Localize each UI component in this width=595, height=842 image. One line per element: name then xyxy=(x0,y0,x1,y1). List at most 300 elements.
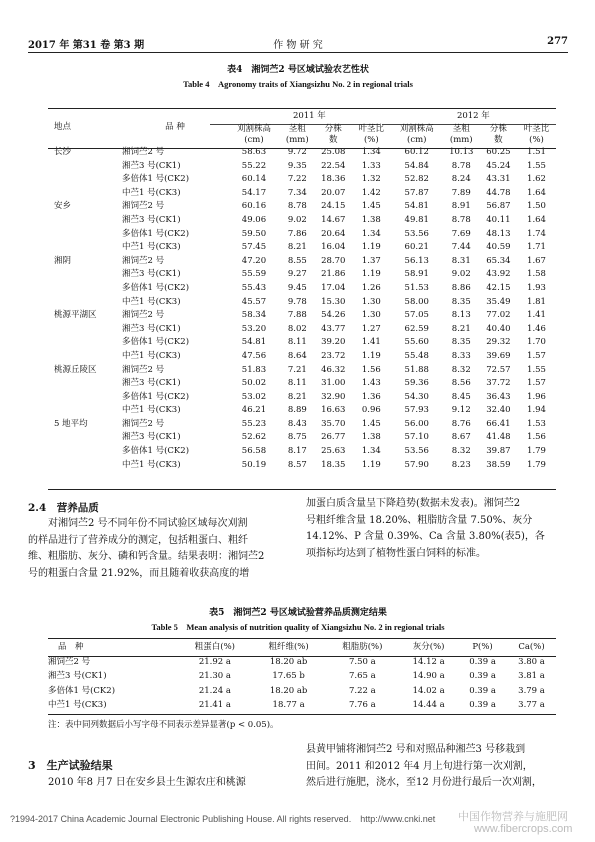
value-cell: 60.16 xyxy=(241,201,267,212)
value-cell: 17.65 b xyxy=(272,671,305,681)
value-cell: 8.33 xyxy=(451,350,471,361)
site-cell xyxy=(48,268,122,282)
value-cell: 0.96 xyxy=(361,405,381,416)
value-cell: 7.89 xyxy=(451,187,471,198)
paragraph-line: 田间。2011 和2012 年4 月上旬进行第一次刈割， xyxy=(306,760,533,772)
value-cell: 65.34 xyxy=(486,255,511,266)
table-row xyxy=(48,404,556,418)
value-cell: 8.32 xyxy=(451,364,471,375)
value-cell: 47.56 xyxy=(241,350,267,361)
table5-col-header: 粗纤维(%) xyxy=(268,642,309,652)
value-cell: 1.71 xyxy=(527,242,546,253)
col-header-line2: (cm) xyxy=(407,135,427,145)
variety-cell: 中苎1 号(CK3) xyxy=(122,242,181,253)
table-row xyxy=(48,241,556,255)
site-cell xyxy=(48,404,122,418)
value-cell: 21.41 a xyxy=(198,700,231,710)
value-cell: 1.79 xyxy=(527,446,546,457)
value-cell: 1.93 xyxy=(527,282,546,293)
value-cell: 0.39 a xyxy=(469,685,496,696)
table-row xyxy=(48,669,556,684)
site-cell: 安乡 xyxy=(54,201,72,212)
variety-cell: 多倍体1 号(CK2) xyxy=(122,446,190,457)
value-cell: 7.44 xyxy=(451,242,471,253)
value-cell: 54.26 xyxy=(321,310,346,321)
table-row xyxy=(48,391,556,405)
value-cell: 39.87 xyxy=(486,446,511,457)
value-cell: 1.38 xyxy=(361,432,381,443)
col-header-line2: (%) xyxy=(529,135,544,145)
table4-col-header xyxy=(315,124,352,146)
value-cell: 1.56 xyxy=(361,364,381,375)
value-cell: 8.11 xyxy=(287,337,307,348)
paragraph-line: 的样品进行了营养成分的测定，包括粗蛋白、粗纤 xyxy=(28,534,248,546)
paragraph-line: 维、粗脂肪、灰分、磷和钙含量。结果表明：湘饲苎2 xyxy=(28,551,265,562)
value-cell: 60.12 xyxy=(404,147,429,157)
value-cell: 66.41 xyxy=(486,418,511,429)
value-cell: 1.70 xyxy=(527,337,546,348)
table5-note: 注：表中同列数据后小写字母不同表示差异显著(p < 0.05)。 xyxy=(48,720,279,730)
value-cell: 18.20 ab xyxy=(269,685,308,696)
value-cell: 1.79 xyxy=(527,459,546,470)
site-cell: 桃源丘陵区 xyxy=(54,364,97,375)
value-cell: 14.02 a xyxy=(412,685,445,696)
variety-cell: 中苎1 号(CK3) xyxy=(122,405,181,416)
table-row xyxy=(48,684,556,699)
section-3-right-column xyxy=(306,742,568,792)
variety-cell: 湘苎3 号(CK1) xyxy=(48,671,107,681)
value-cell: 18.35 xyxy=(321,459,346,470)
value-cell: 0.39 a xyxy=(469,671,496,681)
value-cell: 36.43 xyxy=(486,391,511,402)
value-cell: 46.32 xyxy=(321,364,346,375)
table-row xyxy=(48,296,556,310)
table4 xyxy=(48,110,556,472)
value-cell: 55.59 xyxy=(241,269,267,280)
site-cell xyxy=(48,160,122,174)
value-cell: 72.57 xyxy=(486,364,511,375)
value-cell: 8.21 xyxy=(287,391,307,402)
table5-col-header: Ca(%) xyxy=(518,642,545,652)
paragraph-line: 然后进行施肥，浇水，至12 月份进行最后一次刈割， xyxy=(306,777,542,788)
value-cell: 3.77 a xyxy=(518,700,545,710)
value-cell: 28.70 xyxy=(321,255,346,266)
col-header-line1: 刈割株高 xyxy=(399,124,434,134)
value-cell: 14.12 a xyxy=(412,656,445,667)
value-cell: 1.57 xyxy=(527,350,546,361)
col-header-line2: (%) xyxy=(363,135,379,145)
value-cell: 9.78 xyxy=(287,296,307,307)
variety-cell: 多倍体1 号(CK2) xyxy=(122,337,190,348)
value-cell: 48.13 xyxy=(486,228,511,239)
section-2-4-right-column xyxy=(306,496,568,562)
value-cell: 60.14 xyxy=(241,174,267,185)
value-cell: 54.81 xyxy=(241,337,267,348)
variety-cell: 湘饲苎2 号 xyxy=(122,364,165,375)
value-cell: 8.21 xyxy=(287,242,307,253)
col-header-line2: (mm) xyxy=(449,135,473,145)
value-cell: 56.87 xyxy=(486,201,511,212)
value-cell: 51.53 xyxy=(404,282,429,293)
value-cell: 45.57 xyxy=(241,296,267,307)
value-cell: 1.74 xyxy=(527,228,546,239)
variety-cell: 湘饲苎2 号 xyxy=(122,147,165,157)
value-cell: 55.22 xyxy=(241,160,267,171)
value-cell: 21.30 a xyxy=(198,671,231,681)
value-cell: 20.64 xyxy=(321,228,346,239)
table4-col-header xyxy=(480,124,517,146)
table4-col-header xyxy=(517,124,556,146)
value-cell: 40.11 xyxy=(486,214,511,225)
value-cell: 7.86 xyxy=(287,228,307,239)
value-cell: 8.78 xyxy=(287,201,307,212)
value-cell: 3.81 a xyxy=(518,671,545,681)
col-header-line1: 茎粗 xyxy=(452,124,470,134)
table4-header-site: 地点 xyxy=(54,122,72,133)
site-cell xyxy=(48,391,122,405)
value-cell: 54.17 xyxy=(241,187,267,198)
table5-header-rule xyxy=(48,656,556,657)
site-cell: 长沙 xyxy=(54,147,72,157)
value-cell: 1.19 xyxy=(361,269,381,280)
value-cell: 8.32 xyxy=(451,446,471,457)
value-cell: 50.02 xyxy=(241,378,267,389)
site-cell xyxy=(48,445,122,459)
value-cell: 21.86 xyxy=(321,269,346,280)
value-cell: 43.77 xyxy=(321,323,346,334)
value-cell: 8.24 xyxy=(451,174,471,185)
site-cell xyxy=(48,173,122,187)
page-number: 277 xyxy=(547,36,568,47)
value-cell: 54.30 xyxy=(404,391,429,402)
value-cell: 60.25 xyxy=(486,147,511,157)
table-row xyxy=(48,431,556,445)
variety-cell: 湘苎3 号(CK1) xyxy=(122,323,181,334)
site-cell: 湘阴 xyxy=(54,255,72,266)
value-cell: 49.06 xyxy=(241,214,267,225)
value-cell: 14.90 a xyxy=(412,671,445,681)
site-cell xyxy=(48,296,122,310)
value-cell: 7.69 xyxy=(451,228,471,239)
value-cell: 77.02 xyxy=(486,310,511,321)
value-cell: 0.39 a xyxy=(469,656,496,667)
value-cell: 0.39 a xyxy=(469,700,496,710)
table4-col-header xyxy=(280,124,315,146)
value-cell: 14.44 a xyxy=(412,700,445,710)
value-cell: 7.50 a xyxy=(348,656,376,667)
table4-top-rule xyxy=(48,108,556,109)
variety-cell: 湘饲苎2 号 xyxy=(122,255,165,266)
value-cell: 1.64 xyxy=(527,214,546,225)
value-cell: 55.60 xyxy=(404,337,429,348)
value-cell: 1.19 xyxy=(361,242,381,253)
site-cell xyxy=(48,187,122,201)
value-cell: 1.19 xyxy=(361,459,381,470)
value-cell: 8.35 xyxy=(451,337,471,348)
paragraph-line: 对湘饲苎2 号不同年份不同试验区域每次刈割 xyxy=(28,518,248,529)
table-row xyxy=(48,350,556,364)
table-row xyxy=(48,200,556,214)
table4-col-header xyxy=(391,124,443,146)
table4-header-variety: 品 种 xyxy=(165,122,185,133)
value-cell: 8.31 xyxy=(451,255,471,266)
value-cell: 53.56 xyxy=(404,446,429,457)
value-cell: 1.30 xyxy=(361,310,381,321)
variety-cell: 湘饲苎2 号 xyxy=(122,201,165,212)
watermark-text: 中国作物营养与施肥网 xyxy=(458,811,568,823)
value-cell: 58.63 xyxy=(241,147,267,157)
value-cell: 60.21 xyxy=(404,242,429,253)
table-row xyxy=(48,255,556,269)
value-cell: 8.57 xyxy=(287,459,307,470)
variety-cell: 多倍体1 号(CK2) xyxy=(48,685,116,696)
col-header-line2: 数 xyxy=(328,135,338,145)
value-cell: 7.76 a xyxy=(348,700,376,710)
table5-caption-en: Table 5 Mean analysis of nutrition quality of Xiangsizhu No. 2 in regional trials xyxy=(151,622,445,632)
value-cell: 9.27 xyxy=(287,269,307,280)
value-cell: 7.88 xyxy=(287,310,307,321)
value-cell: 53.56 xyxy=(404,228,429,239)
value-cell: 57.90 xyxy=(404,459,429,470)
value-cell: 15.30 xyxy=(321,296,346,307)
table5-col-header: 灰分(%) xyxy=(412,642,445,652)
site-cell xyxy=(48,214,122,228)
value-cell: 8.02 xyxy=(287,323,307,334)
value-cell: 7.22 a xyxy=(348,685,376,696)
value-cell: 57.45 xyxy=(241,242,267,253)
paragraph-line: 14.12%、P 含量 0.39%、Ca 含量 3.80%(表5)，各 xyxy=(306,531,545,542)
site-cell xyxy=(48,241,122,255)
table-row xyxy=(48,187,556,201)
value-cell: 20.07 xyxy=(321,187,346,198)
value-cell: 1.41 xyxy=(527,310,546,321)
value-cell: 24.15 xyxy=(321,201,346,212)
table-row xyxy=(48,309,556,323)
table-row xyxy=(48,173,556,187)
col-header-line1: 分株 xyxy=(489,124,507,134)
site-cell xyxy=(48,336,122,350)
variety-cell: 湘苎3 号(CK1) xyxy=(122,214,181,225)
table-row xyxy=(48,364,556,378)
value-cell: 10.13 xyxy=(449,147,474,157)
paragraph-line: 2010 年8 月7 日在安乡县土生源农庄和桃源 xyxy=(28,777,246,788)
variety-cell: 湘苎3 号(CK1) xyxy=(122,432,181,443)
value-cell: 55.23 xyxy=(241,418,267,429)
value-cell: 1.53 xyxy=(527,418,546,429)
variety-cell: 湘饲苎2 号 xyxy=(48,656,91,667)
table5-caption-cn: 表5 湘饲苎2 号区域试验营养品质测定结果 xyxy=(209,608,387,618)
value-cell: 8.13 xyxy=(451,310,471,321)
value-cell: 1.33 xyxy=(361,160,381,171)
table4-col-header xyxy=(228,124,280,146)
table-row xyxy=(48,445,556,459)
value-cell: 9.45 xyxy=(287,282,307,293)
table-row xyxy=(48,268,556,282)
value-cell: 51.83 xyxy=(241,364,267,375)
table4-caption-cn: 表4 湘饲苎2 号区域试验农艺性状 xyxy=(227,65,369,75)
site-cell xyxy=(48,282,122,296)
table5-top-rule xyxy=(48,638,556,639)
value-cell: 1.58 xyxy=(527,269,546,280)
value-cell: 1.94 xyxy=(527,405,546,416)
value-cell: 1.45 xyxy=(361,201,381,212)
value-cell: 57.93 xyxy=(404,405,429,416)
site-cell xyxy=(48,431,122,445)
watermark-url: www.fibercrops.com xyxy=(474,823,573,835)
value-cell: 16.04 xyxy=(321,242,346,253)
variety-cell: 湘饲苎2 号 xyxy=(122,418,165,429)
value-cell: 8.21 xyxy=(451,323,471,334)
value-cell: 53.02 xyxy=(241,391,267,402)
journal-name: 作 物 研 究 xyxy=(273,40,323,51)
value-cell: 18.20 ab xyxy=(269,656,308,667)
value-cell: 16.63 xyxy=(321,405,346,416)
value-cell: 49.81 xyxy=(404,214,429,225)
section-3-title: 3 生产试验结果 xyxy=(28,759,113,772)
value-cell: 1.67 xyxy=(527,255,546,266)
value-cell: 1.57 xyxy=(527,378,546,389)
running-header xyxy=(28,36,568,52)
value-cell: 8.45 xyxy=(451,391,471,402)
value-cell: 52.82 xyxy=(404,174,429,185)
paragraph-line: 加蛋白质含量呈下降趋势(数据未发表)。湘饲苎2 xyxy=(306,498,521,509)
table-row xyxy=(48,282,556,296)
journal-issue: 2017 年 第31 卷 第3 期 xyxy=(28,40,145,51)
value-cell: 21.24 a xyxy=(198,685,231,696)
value-cell: 43.92 xyxy=(486,269,511,280)
value-cell: 1.42 xyxy=(361,187,381,198)
table5-col-header: 品 种 xyxy=(58,642,84,652)
value-cell: 1.56 xyxy=(527,432,546,443)
value-cell: 59.36 xyxy=(404,378,429,389)
value-cell: 57.05 xyxy=(404,310,429,321)
value-cell: 46.21 xyxy=(241,405,267,416)
variety-cell: 中苎1 号(CK3) xyxy=(122,459,181,470)
col-header-line1: 叶茎比 xyxy=(523,124,550,134)
value-cell: 56.00 xyxy=(404,418,429,429)
value-cell: 42.15 xyxy=(486,282,511,293)
value-cell: 8.17 xyxy=(287,446,307,457)
table4-header-year2: 2012 年 xyxy=(456,111,490,122)
site-cell xyxy=(48,323,122,337)
value-cell: 1.34 xyxy=(361,228,381,239)
value-cell: 8.76 xyxy=(451,418,471,429)
value-cell: 1.55 xyxy=(527,364,546,375)
value-cell: 23.72 xyxy=(321,350,346,361)
value-cell: 1.26 xyxy=(361,282,381,293)
value-cell: 1.36 xyxy=(361,391,381,402)
value-cell: 56.13 xyxy=(404,255,429,266)
value-cell: 1.46 xyxy=(527,323,546,334)
table5-col-header: 粗蛋白(%) xyxy=(194,642,235,652)
value-cell: 1.27 xyxy=(361,323,381,334)
value-cell: 8.89 xyxy=(287,405,307,416)
value-cell: 21.92 a xyxy=(198,656,231,667)
table4-col-header xyxy=(352,124,391,146)
col-header-line1: 分株 xyxy=(324,124,342,134)
value-cell: 9.72 xyxy=(287,147,307,157)
variety-cell: 多倍体1 号(CK2) xyxy=(122,174,190,185)
value-cell: 54.81 xyxy=(404,201,429,212)
value-cell: 8.23 xyxy=(451,459,471,470)
value-cell: 8.11 xyxy=(287,378,307,389)
value-cell: 3.79 a xyxy=(518,685,545,696)
site-cell: 桃源平湖区 xyxy=(54,310,97,321)
value-cell: 7.34 xyxy=(287,187,307,198)
table-row xyxy=(48,459,556,473)
table4-col-header xyxy=(443,124,480,146)
site-cell xyxy=(48,350,122,364)
value-cell: 57.10 xyxy=(404,432,429,443)
value-cell: 9.02 xyxy=(451,269,471,280)
value-cell: 8.35 xyxy=(451,296,471,307)
value-cell: 8.67 xyxy=(451,432,471,443)
site-cell xyxy=(48,228,122,242)
section-2-4-left-column xyxy=(28,516,290,582)
table-row xyxy=(48,336,556,350)
variety-cell: 多倍体1 号(CK2) xyxy=(122,228,190,239)
value-cell: 39.69 xyxy=(486,350,511,361)
table-row xyxy=(48,160,556,174)
value-cell: 54.84 xyxy=(404,160,429,171)
paragraph-line: 号的粗蛋白含量 21.92%，而且随着收获高度的增 xyxy=(28,567,250,579)
value-cell: 8.56 xyxy=(451,378,471,389)
value-cell: 17.04 xyxy=(321,282,346,293)
value-cell: 58.91 xyxy=(404,269,429,280)
variety-cell: 中苎1 号(CK3) xyxy=(48,700,107,710)
value-cell: 8.75 xyxy=(287,432,307,443)
value-cell: 43.31 xyxy=(486,174,511,185)
value-cell: 25.08 xyxy=(321,147,346,157)
table5-col-header: P(%) xyxy=(472,642,493,652)
value-cell: 57.87 xyxy=(404,187,429,198)
value-cell: 29.32 xyxy=(486,337,511,348)
value-cell: 1.64 xyxy=(527,187,546,198)
value-cell: 39.20 xyxy=(321,337,346,348)
value-cell: 1.19 xyxy=(361,350,381,361)
copyright-footer: ?1994-2017 China Academic Journal Electronic Publishing House. All rights reserved. http://www.cnki.net xyxy=(10,814,436,824)
value-cell: 9.02 xyxy=(287,214,307,225)
value-cell: 1.45 xyxy=(361,418,381,429)
value-cell: 41.48 xyxy=(486,432,511,443)
variety-cell: 湘苎3 号(CK1) xyxy=(122,160,181,171)
value-cell: 40.40 xyxy=(486,323,511,334)
variety-cell: 湘苎3 号(CK1) xyxy=(122,378,181,389)
table5-col-header: 粗脂肪(%) xyxy=(342,642,383,652)
variety-cell: 中苎1 号(CK3) xyxy=(122,350,181,361)
variety-cell: 湘苎3 号(CK1) xyxy=(122,269,181,280)
value-cell: 8.91 xyxy=(451,201,471,212)
table-row xyxy=(48,323,556,337)
value-cell: 58.34 xyxy=(241,310,267,321)
value-cell: 1.34 xyxy=(361,446,381,457)
col-header-line1: 刈割株高 xyxy=(236,124,271,134)
paragraph-line: 县黄甲铺将湘饲苎2 号和对照品种湘苎3 号移栽到 xyxy=(306,744,526,755)
value-cell: 7.21 xyxy=(287,364,307,375)
table4-bottom-rule xyxy=(48,489,556,490)
value-cell: 37.72 xyxy=(486,378,511,389)
section-2-4-title: 2.4 营养品质 xyxy=(28,502,99,514)
value-cell: 58.00 xyxy=(404,296,429,307)
value-cell: 51.88 xyxy=(404,364,429,375)
value-cell: 1.30 xyxy=(361,296,381,307)
value-cell: 59.50 xyxy=(241,228,267,239)
value-cell: 26.77 xyxy=(321,432,346,443)
value-cell: 9.12 xyxy=(451,405,471,416)
value-cell: 1.81 xyxy=(527,296,546,307)
site-cell xyxy=(48,377,122,391)
value-cell: 8.64 xyxy=(287,350,307,361)
